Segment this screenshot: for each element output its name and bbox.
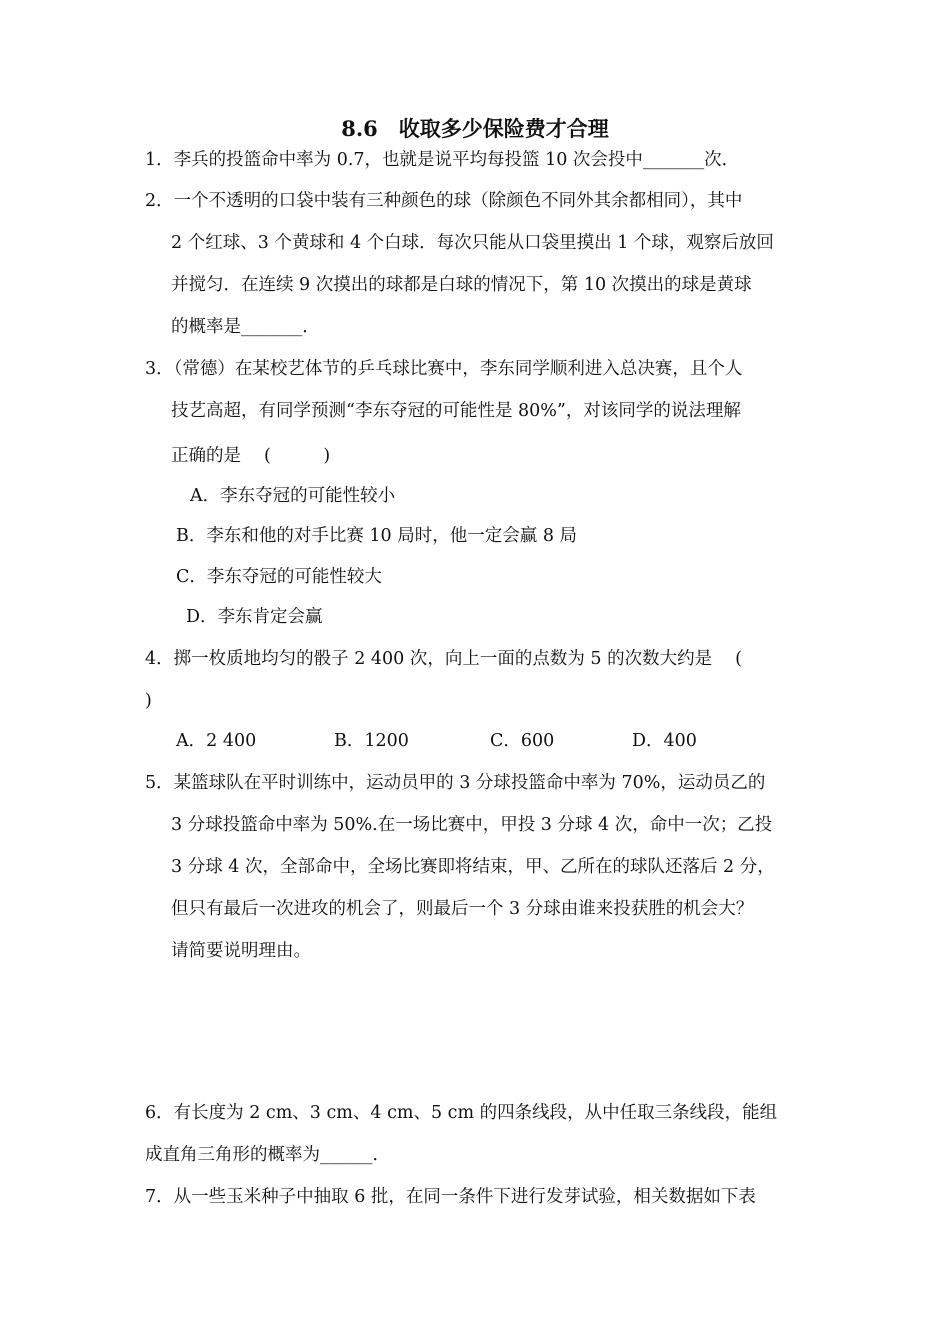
question-4-option-b: B．1200 bbox=[334, 731, 409, 751]
question-7-line-1: 7．从一些玉米种子中抽取 6 批，在同一条件下进行发芽试验，相关数据如下表 bbox=[145, 1187, 756, 1207]
question-6-line-2: 成直角三角形的概率为______． bbox=[145, 1145, 390, 1165]
question-2-line-3: 并搅匀．在连续 9 次摸出的球都是白球的情况下，第 10 次摸出的球是黄球 bbox=[171, 275, 752, 295]
question-5-line-5: 请简要说明理由。 bbox=[171, 941, 311, 961]
question-6-line-1: 6．有长度为 2 cm、3 cm、4 cm、5 cm 的四条线段，从中任取三条线段，能组 bbox=[145, 1103, 778, 1123]
question-3-line-3: 正确的是 ( ) bbox=[171, 446, 331, 466]
question-3-option-b: B．李东和他的对手比赛 10 局时，他一定会赢 8 局 bbox=[176, 526, 578, 546]
question-4-option-c: C．600 bbox=[490, 731, 555, 751]
question-4-line-2: ) bbox=[145, 691, 152, 711]
question-5-line-3: 3 分球 4 次，全部命中，全场比赛即将结束，甲、乙所在的球队还落后 2 分， bbox=[171, 857, 775, 877]
question-3-option-c: C．李东夺冠的可能性较大 bbox=[176, 567, 382, 587]
page-title: 8.6 收取多少保险费才合理 bbox=[341, 116, 609, 141]
question-3-option-a: A．李东夺冠的可能性较小 bbox=[190, 486, 396, 506]
question-2-line-4: 的概率是_______． bbox=[171, 317, 320, 337]
question-5-line-2: 3 分球投篮命中率为 50%.在一场比赛中，甲投 3 分球 4 次，命中一次；乙投 bbox=[171, 815, 773, 835]
question-4-option-d: D．400 bbox=[632, 731, 697, 751]
question-3-line-2: 技艺高超，有同学预测“李东夺冠的可能性是 80%”，对该同学的说法理解 bbox=[171, 401, 741, 421]
question-5-line-1: 5．某篮球队在平时训练中，运动员甲的 3 分球投篮命中率为 70%，运动员乙的 bbox=[145, 773, 766, 793]
question-3-line-1: 3．（常德）在某校艺体节的乒乓球比赛中，李东同学顺利进入总决赛，且个人 bbox=[145, 359, 743, 379]
question-3-option-d: D．李东肯定会赢 bbox=[186, 607, 323, 627]
question-4-line-1: 4．掷一枚质地均匀的骰子 2 400 次，向上一面的点数为 5 的次数大约是 ( bbox=[145, 649, 743, 669]
question-2-line-2: 2 个红球、3 个黄球和 4 个白球．每次只能从口袋里摸出 1 个球，观察后放回 bbox=[171, 233, 774, 253]
question-2-line-1: 2．一个不透明的口袋中装有三种颜色的球（除颜色不同外其余都相同），其中 bbox=[145, 191, 743, 211]
question-4-option-a: A．2 400 bbox=[176, 731, 257, 751]
question-5-line-4: 但只有最后一次进攻的机会了，则最后一个 3 分球由谁来投获胜的机会大？ bbox=[171, 899, 754, 919]
question-1: 1．李兵的投篮命中率为 0.7，也就是说平均每投篮 10 次会投中_______次． bbox=[145, 150, 740, 170]
